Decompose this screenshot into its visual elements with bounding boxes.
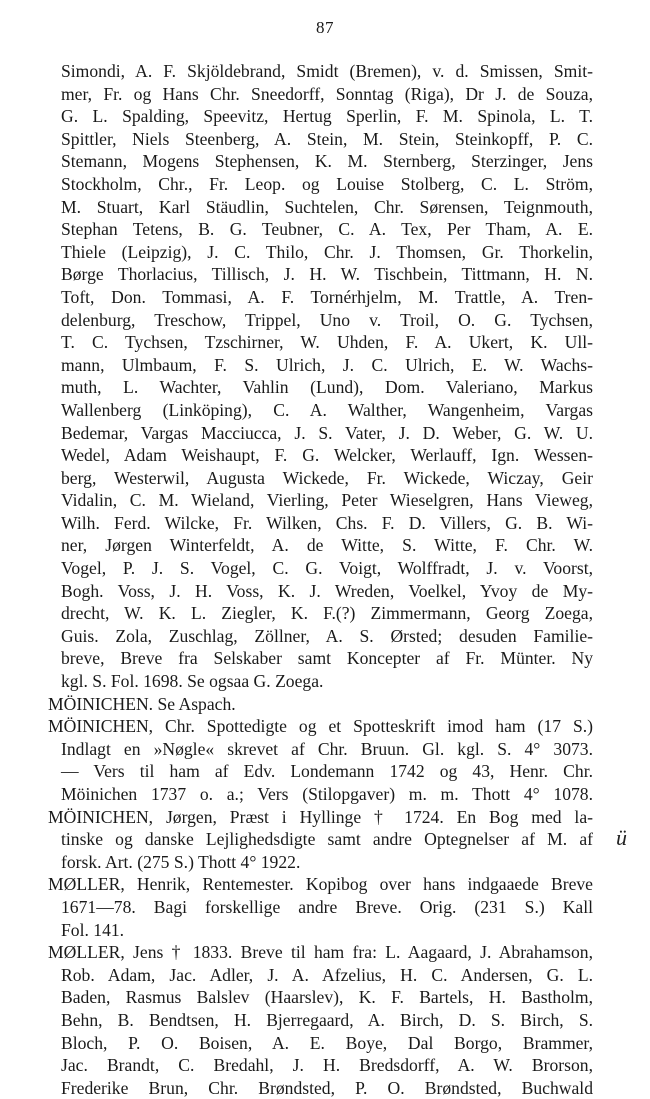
text-line: mer, Fr. og Hans Chr. Sneedorff, Sonntag (Riga), Dr J. de Souza, [61, 83, 593, 104]
text-line: Guis. Zola, Zuschlag, Zöllner, A. S. Ørsted; desuden Familie- [61, 625, 593, 646]
text-line: M. Stuart, Karl Stäudlin, Suchtelen, Chr. Sørensen, Teignmouth, [61, 196, 593, 217]
text-line: 1671—78. Bagi forskellige andre Breve. Orig. (231 S.) Kall [61, 896, 593, 917]
text-line: MÖINICHEN, Jørgen, Præst i Hyllinge † 1724. En Bog med la- [48, 806, 593, 827]
text-line: Wallenberg (Linköping), C. A. Walther, Wangenheim, Vargas [61, 399, 593, 420]
text-line: kgl. S. Fol. 1698. Se ogsaa G. Zoega. [61, 671, 324, 692]
text-line: Toft, Don. Tommasi, A. F. Tornérhjelm, M. Trattle, A. Tren- [61, 286, 593, 307]
text-line: Stockholm, Chr., Fr. Leop. og Louise Stolberg, C. L. Ström, [61, 173, 593, 194]
text-line: — Vers til ham af Edv. Londemann 1742 og 43, Henr. Chr. [61, 761, 593, 782]
text-line: mann, Ulmbaum, F. S. Ulrich, J. C. Ulrich, E. W. Wachs- [61, 354, 593, 375]
text-line: G. L. Spalding, Speevitz, Hertug Sperlin, F. M. Spinola, L. T. [61, 106, 593, 127]
text-line: MØLLER, Henrik, Rentemester. Kopibog over hans indgaaede Breve [48, 874, 593, 895]
text-line: Wilh. Ferd. Wilcke, Fr. Wilken, Chs. F. D. Villers, G. B. Wi- [61, 512, 593, 533]
text-line: Behn, B. Bendtsen, H. Bjerregaard, A. Birch, D. S. Birch, S. [61, 1009, 593, 1030]
text-line: Jac. Brandt, C. Bredahl, J. H. Bredsdorff, A. W. Brorson, [61, 1055, 593, 1076]
text-line: Rob. Adam, Jac. Adler, J. A. Afzelius, H. C. Andersen, G. L. [61, 964, 593, 985]
text-line: Frederike Brun, Chr. Brøndsted, P. O. Brøndsted, Buchwald [61, 1077, 593, 1098]
text-line: Bloch, P. O. Boisen, A. E. Boye, Dal Borgo, Brammer, [61, 1032, 593, 1053]
text-line: Indlagt en »Nøgle« skrevet af Chr. Bruun. Gl. kgl. S. 4° 3073. [61, 738, 593, 759]
text-line: delenburg, Treschow, Trippel, Uno v. Troil, O. G. Tychsen, [61, 309, 593, 330]
text-line: T. C. Tychsen, Tzschirner, W. Uhden, F. A. Ukert, K. Ull- [61, 332, 593, 353]
text-line: Möinichen 1737 o. a.; Vers (Stilopgaver) m. m. Thott 4° 1078. [61, 784, 593, 804]
text-line: Vidalin, C. M. Wieland, Vierling, Peter Wieselgren, Hans Vieweg, [61, 490, 593, 511]
text-column [48, 60, 593, 1099]
text-line: Thiele (Leipzig), J. C. Thilo, Chr. J. Thomsen, Gr. Thorkelin, [61, 241, 593, 262]
page-number: 87 [316, 18, 334, 37]
text-line: berg, Westerwil, Augusta Wickede, Fr. Wickede, Wiczay, Geir [61, 467, 593, 488]
text-line: Vogel, P. J. S. Vogel, C. G. Voigt, Wolffradt, J. v. Voorst, [61, 558, 593, 579]
text-line: forsk. Art. (275 S.) Thott 4° 1922. [61, 851, 301, 872]
text-line: Spittler, Niels Steenberg, A. Stein, M. Stein, Steinkopff, P. C. [61, 128, 593, 149]
text-line: Stephan Tetens, B. G. Teubner, C. A. Tex, Per Tham, A. E. [61, 219, 593, 240]
text-line: tinske og danske Lejlighedsdigte samt andre Optegnelser af M. af [61, 829, 593, 850]
text-line: breve, Breve fra Selskaber samt Koncepter af Fr. Münter. Ny [61, 648, 593, 669]
text-line: Wedel, Adam Weishaupt, F. G. Welcker, Werlauff, Ign. Wessen- [61, 445, 593, 466]
text-line: Stemann, Mogens Stephensen, K. M. Sternberg, Sterzinger, Jens [61, 151, 593, 172]
margin-note: ü [616, 825, 627, 850]
text-line: Baden, Rasmus Balslev (Haarslev), K. F. Bartels, H. Bastholm, [61, 987, 593, 1008]
text-line: ner, Jørgen Winterfeldt, A. de Witte, S. Witte, F. Chr. W. [61, 535, 593, 556]
text-line: muth, L. Wachter, Vahlin (Lund), Dom. Valeriano, Markus [61, 377, 593, 398]
text-line: drecht, W. K. L. Ziegler, K. F.(?) Zimmermann, Georg Zoega, [61, 603, 593, 624]
text-line: MÖINICHEN. Se Aspach. [48, 693, 236, 714]
text-line: MØLLER, Jens † 1833. Breve til ham fra: L. Aagaard, J. Abrahamson, [48, 942, 593, 963]
text-line: MÖINICHEN, Chr. Spottedigte og et Spotteskrift imod ham (17 S.) [48, 716, 593, 737]
text-line: Bogh. Voss, J. H. Voss, K. J. Wreden, Voelkel, Yvoy de My- [61, 580, 593, 601]
text-line: Simondi, A. F. Skjöldebrand, Smidt (Bremen), v. d. Smissen, Smit- [61, 61, 593, 81]
text-line: Fol. 141. [61, 919, 125, 940]
text-line: Bedemar, Vargas Macciucca, J. S. Vater, J. D. Weber, G. W. U. [61, 422, 593, 443]
text-line: Børge Thorlacius, Tillisch, J. H. W. Tischbein, Tittmann, H. N. [61, 264, 593, 285]
